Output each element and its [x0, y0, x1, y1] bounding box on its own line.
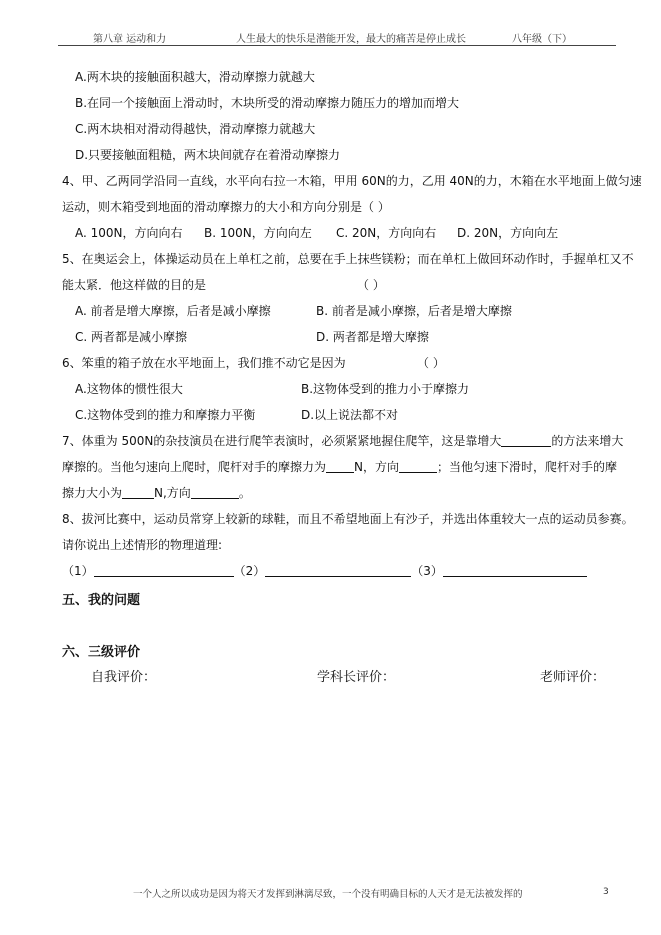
q5-option-c: C. 两者都是减小摩擦 — [75, 330, 188, 344]
q7-text-3c: 。 — [238, 486, 251, 500]
q8-blank-1[interactable] — [94, 564, 234, 577]
q3-option-c: C.两木块相对滑动得越快，滑动摩擦力就越大 — [75, 122, 316, 136]
q7-blank-4[interactable] — [122, 486, 154, 499]
section-my-questions: 五、我的问题 — [62, 593, 141, 608]
q7-blank-1[interactable] — [501, 434, 551, 447]
q3-option-b: B.在同一个接触面上滑动时，木块所受的滑动摩擦力随压力的增加而增大 — [75, 96, 460, 110]
page-number: 3 — [603, 887, 609, 897]
q5-option-b: B. 前者是减小摩擦，后者是增大摩擦 — [316, 304, 512, 318]
header-chapter: 第八章 运动和力 — [93, 34, 167, 45]
q8-line-2: 请你说出上述情形的物理道理: — [62, 538, 223, 552]
q6-option-a: A.这物体的惯性很大 — [75, 382, 183, 396]
q7-text-1b: 的方法来增大 — [551, 434, 624, 448]
q7-blank-3[interactable] — [399, 460, 437, 473]
q7-line-1 — [62, 433, 623, 449]
q8-label-3: （3） — [411, 564, 443, 578]
q5-paren: （ ） — [357, 278, 385, 292]
q4-option-a: A. 100N，方向向右 — [75, 226, 183, 240]
header-grade: 八年级（下） — [512, 34, 572, 45]
q5-option-d: D. 两者都是增大摩擦 — [316, 330, 429, 344]
q6-option-d: D.以上说法都不对 — [301, 408, 399, 422]
q8-blank-3[interactable] — [443, 564, 587, 577]
q8-label-2: （2） — [233, 564, 266, 578]
q4-stem-1: 4、甲、乙两同学沿同一直线，水平向右拉一木箱，甲用 60N的力，乙用 40N的力，木箱在水平地面上做匀速 — [62, 174, 642, 188]
q8-answers — [62, 563, 587, 579]
q4-option-d: D. 20N，方向向左 — [457, 226, 559, 240]
q7-text-2b: N，方向 — [354, 460, 399, 474]
section-evaluation: 六、三级评价 — [62, 645, 141, 660]
q5-option-a: A. 前者是增大摩擦，后者是减小摩擦 — [75, 304, 271, 318]
q7-line-2 — [62, 459, 617, 475]
q4-stem-2: 运动，则木箱受到地面的滑动摩擦力的大小和方向分别是（ ） — [62, 200, 390, 214]
q8-line-1: 8、拔河比赛中，运动员常穿上较新的球鞋，而且不希望地面上有沙子，并选出体重较大一点的运动员参赛。 — [62, 512, 634, 526]
header-motto: 人生最大的快乐是潜能开发，最大的痛苦是停止成长 — [236, 34, 466, 45]
teacher-evaluation-label: 老师评价： — [540, 670, 606, 685]
q7-text-1a: 7、体重为 500N的杂技演员在进行爬竿表演时，必须紧紧地握住爬竿，这是靠增大 — [62, 434, 502, 448]
q7-text-2c: ；当他匀速下滑时，爬杆对手的摩 — [437, 460, 618, 474]
q7-line-3 — [62, 485, 251, 501]
header-rule — [58, 45, 616, 46]
q6-option-b: B.这物体受到的推力小于摩擦力 — [301, 382, 470, 396]
q6-stem: 6、笨重的箱子放在水平地面上，我们推不动它是因为 — [62, 356, 346, 370]
q3-option-a: A.两木块的接触面积越大，滑动摩擦力就越大 — [75, 70, 315, 84]
q6-paren: （ ） — [417, 356, 445, 370]
q7-text-3a: 擦力大小为 — [62, 486, 123, 500]
q7-text-2a: 摩擦的。当他匀速向上爬时，爬杆对手的摩擦力为 — [62, 460, 327, 474]
q5-stem-2: 能太紧．他这样做的目的是 — [62, 278, 207, 292]
q8-label-1: （1） — [62, 564, 94, 578]
q7-blank-2[interactable] — [326, 460, 354, 473]
leader-evaluation-label: 学科长评价： — [317, 670, 396, 685]
q6-option-c: C.这物体受到的推力和摩擦力平衡 — [75, 408, 256, 422]
q5-stem-1: 5、在奥运会上，体操运动员在上单杠之前，总要在手上抹些镁粉；而在单杠上做回环动作时，手握单杠又不 — [62, 252, 634, 266]
q8-blank-2[interactable] — [265, 564, 411, 577]
self-evaluation-label: 自我评价： — [91, 670, 157, 685]
q7-blank-5[interactable] — [191, 486, 239, 499]
footer-motto: 一个人之所以成功是因为将天才发挥到淋漓尽致，一个没有明确目标的人天才是无法被发挥的 — [133, 889, 523, 900]
q3-option-d: D.只要接触面粗糙，两木块间就存在着滑动摩擦力 — [75, 148, 341, 162]
q7-text-3b: N,方向 — [154, 486, 191, 500]
q4-option-c: C. 20N，方向向右 — [336, 226, 437, 240]
q4-option-b: B. 100N，方向向左 — [204, 226, 312, 240]
